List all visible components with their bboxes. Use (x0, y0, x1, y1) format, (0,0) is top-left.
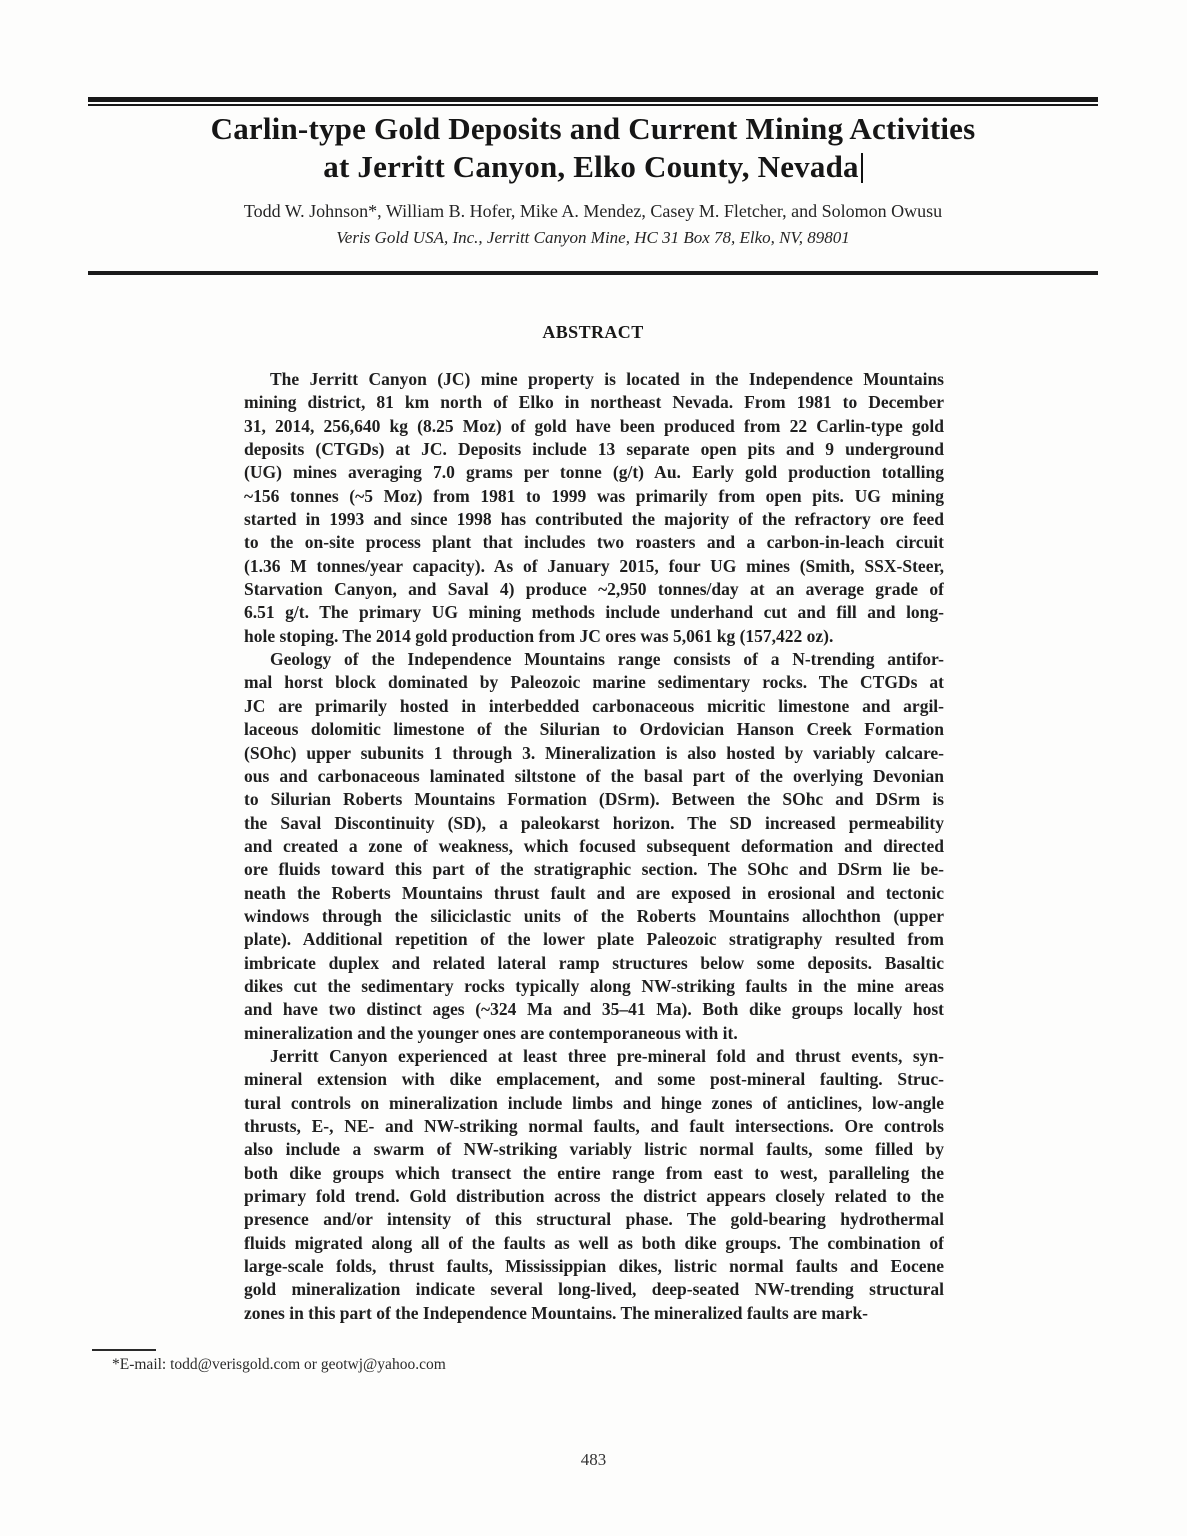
abstract-line: and have two distinct ages (~324 Ma and 35–41 Ma). Both dike groups locally host (244, 999, 944, 1020)
abstract-line: hole stoping. The 2014 gold production from JC ores was 5,061 kg (157,422 oz). (244, 625, 834, 646)
abstract-line: mal horst block dominated by Paleozoic marine sedimentary rocks. The CTGDs at (244, 672, 944, 693)
abstract-line: mineralization and the younger ones are contemporaneous with it. (244, 1022, 738, 1043)
abstract-line: ous and carbonaceous laminated siltstone of the basal part of the overlying Devonian (244, 765, 944, 786)
abstract-line: also include a swarm of NW-striking variably listric normal faults, some filled by (244, 1139, 944, 1160)
abstract-line: presence and/or intensity of this structural phase. The gold-bearing hydrothermal (244, 1209, 944, 1230)
abstract-line: tural controls on mineralization include limbs and hinge zones of anticlines, low-angle (244, 1092, 944, 1113)
abstract-line: laceous dolomitic limestone of the Silurian to Ordovician Hanson Creek Formation (244, 719, 944, 740)
header-top-rule (88, 97, 1098, 109)
abstract-line: mineral extension with dike emplacement, and some post-mineral faulting. Struc- (244, 1069, 944, 1090)
abstract-line: started in 1993 and since 1998 has contributed the majority of the refractory ore feed (244, 509, 944, 530)
abstract-line: Geology of the Independence Mountains range consists of a N-trending antifor- (270, 649, 944, 670)
abstract-line: dikes cut the sedimentary rocks typically along NW-striking faults in the mine areas (244, 975, 944, 996)
abstract-line: (SOhc) upper subunits 1 through 3. Mineralization is also hosted by variably calcare- (244, 742, 944, 763)
abstract-line: ore fluids toward this part of the stratigraphic section. The SOhc and DSrm lie be- (244, 859, 944, 880)
abstract-line: zones in this part of the Independence Mountains. The mineralized faults are mark- (244, 1302, 869, 1323)
abstract-line: thrusts, E-, NE- and NW-striking normal faults, and fault intersections. Ore controls (244, 1116, 944, 1136)
abstract-line: both dike groups which transect the entire range from east to west, paralleling the (244, 1162, 944, 1183)
abstract-line: gold mineralization indicate several long-lived, deep-seated NW-trending structural (244, 1279, 944, 1300)
title-line-2-text: at Jerritt Canyon, Elko County, Nevada (323, 149, 859, 184)
abstract-line: the Saval Discontinuity (SD), a paleokarst horizon. The SD increased permeability (244, 812, 944, 833)
authors-line: Todd W. Johnson*, William B. Hofer, Mike A. Mendez, Casey M. Fletcher, and Solomon Owusu (243, 201, 943, 221)
abstract-line: deposits (CTGDs) at JC. Deposits include 13 separate open pits and 9 underground (244, 439, 944, 460)
text-cursor (861, 153, 863, 183)
abstract-line: to the on-site process plant that includes two roasters and a carbon-in-leach circuit (244, 532, 944, 553)
page-number: 483 (580, 1450, 607, 1469)
abstract-line: 31, 2014, 256,640 kg (8.25 Moz) of gold have been produced from 22 Carlin-type gold (244, 415, 944, 436)
abstract-line: primary fold trend. Gold distribution across the district appears closely related to the (244, 1186, 944, 1207)
abstract-heading: ABSTRACT (542, 322, 644, 342)
footnote-rule (92, 1349, 156, 1351)
abstract-line: to Silurian Roberts Mountains Formation (DSrm). Between the SOhc and DSrm is (244, 789, 944, 810)
abstract-line: imbricate duplex and related lateral ramp structures below some deposits. Basaltic (244, 952, 944, 973)
abstract-line: mining district, 81 km north of Elko in northeast Nevada. From 1981 to December (244, 392, 944, 413)
affiliation-line: Veris Gold USA, Inc., Jerritt Canyon Mine, HC 31 Box 78, Elko, NV, 89801 (336, 228, 850, 247)
abstract-line: Jerritt Canyon experienced at least three pre-mineral fold and thrust events, syn- (270, 1045, 944, 1066)
abstract-line: (UG) mines averaging 7.0 grams per tonne (g/t) Au. Early gold production totalling (244, 462, 944, 483)
abstract-line: ~156 tonnes (~5 Moz) from 1981 to 1999 was primarily from open pits. UG mining (244, 485, 944, 506)
abstract-line: (1.36 M tonnes/year capacity). As of January 2015, four UG mines (Smith, SSX-Steer, (244, 555, 944, 576)
footnote-text: *E-mail: todd@verisgold.com or geotwj@yahoo.com (112, 1356, 446, 1373)
title-line-1: Carlin-type Gold Deposits and Current Mining Activities (210, 111, 976, 146)
abstract-line: fluids migrated along all of the faults as well as both dike groups. The combination of (244, 1232, 944, 1253)
title-line-2 (88, 148, 1098, 186)
abstract-line: and created a zone of weakness, which focused subsequent deformation and directed (244, 835, 944, 856)
abstract-line: plate). Additional repetition of the lower plate Paleozoic stratigraphy resulted from (244, 929, 944, 950)
abstract-line: Starvation Canyon, and Saval 4) produce ~2,950 tonnes/day at an average grade of (244, 579, 944, 600)
abstract-line: JC are primarily hosted in interbedded carbonaceous micritic limestone and argil- (244, 695, 944, 716)
abstract-line: large-scale folds, thrust faults, Mississippian dikes, listric normal faults and Eocene (244, 1256, 944, 1277)
abstract-line: 6.51 g/t. The primary UG mining methods include underhand cut and fill and long- (244, 602, 944, 623)
abstract-line: windows through the siliciclastic units of the Roberts Mountains allochthon (upper (244, 905, 944, 926)
abstract-body (244, 369, 944, 1326)
abstract-line: The Jerritt Canyon (JC) mine property is located in the Independence Mountains (270, 369, 944, 389)
abstract-line: neath the Roberts Mountains thrust fault and are exposed in erosional and tectonic (244, 882, 944, 903)
header-bottom-rule (88, 271, 1098, 275)
paper-title (88, 110, 1098, 186)
